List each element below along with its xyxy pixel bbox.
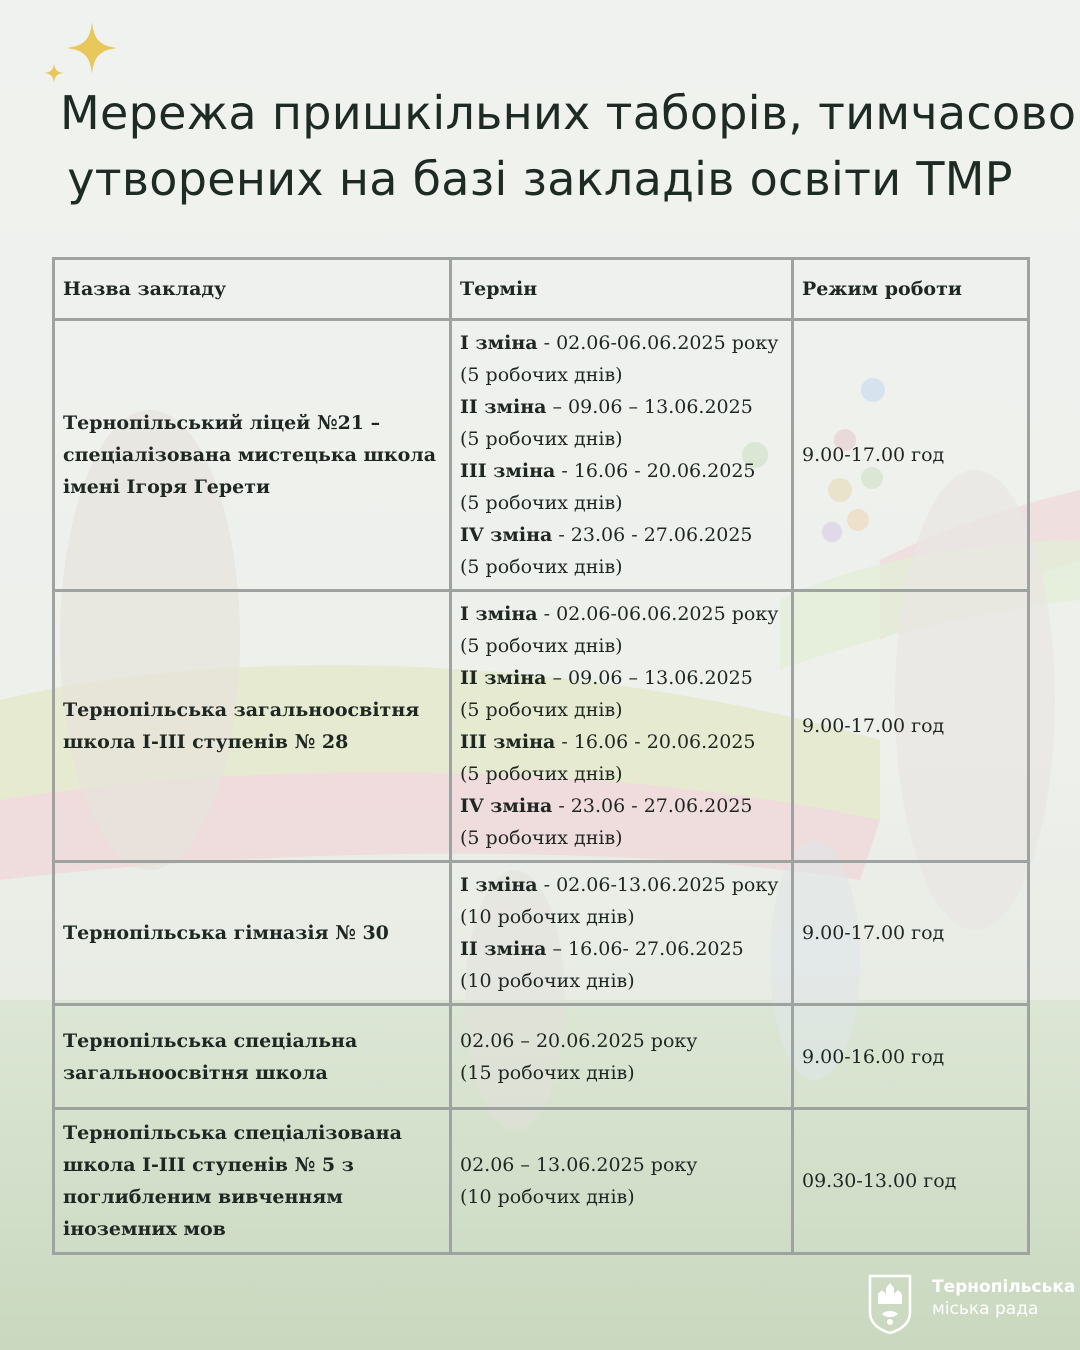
org-name-line-2: міська рада [932, 1299, 1039, 1319]
term-cell [451, 591, 793, 862]
term-cell [451, 1109, 793, 1254]
term-cell [451, 1005, 793, 1109]
shift-label: І зміна [460, 603, 538, 625]
term-line [460, 726, 783, 758]
shift-dates: - 02.06-13.06.2025 року [537, 874, 779, 896]
shift-label: ІІІ зміна [460, 731, 556, 753]
term-line [460, 487, 783, 519]
work-hours: 9.00-17.00 год [793, 591, 1029, 862]
term-line [460, 359, 783, 391]
term-line [460, 391, 783, 423]
shift-dates: - 16.06 - 20.06.2025 [555, 731, 756, 753]
shift-dates: - 02.06-06.06.2025 року [537, 332, 779, 354]
header-name: Назва закладу [54, 259, 451, 320]
shift-label: І зміна [460, 332, 538, 354]
city-council-logo [866, 1272, 1076, 1336]
term-line [460, 1149, 783, 1181]
term-line [460, 933, 783, 965]
shift-dates: (5 робочих днів) [460, 364, 623, 386]
term-line [460, 869, 783, 901]
shift-label: ІІ зміна [460, 938, 547, 960]
term-cell [451, 862, 793, 1005]
table-row [54, 591, 1029, 862]
work-hours: 09.30-13.00 год [793, 1109, 1029, 1254]
term-line [460, 1025, 783, 1057]
shift-dates: (15 робочих днів) [460, 1061, 635, 1084]
title-line-1: Мережа пришкільних таборів, тимчасово [60, 86, 1077, 140]
org-name-line-1: Тернопільська [932, 1277, 1076, 1297]
shift-dates: (5 робочих днів) [460, 763, 623, 785]
term-line [460, 758, 783, 790]
shift-label: IV зміна [460, 795, 553, 817]
term-line [460, 455, 783, 487]
term-line [460, 662, 783, 694]
shift-dates: - 23.06 - 27.06.2025 [552, 795, 753, 817]
page-title [60, 80, 1077, 212]
table-row [54, 862, 1029, 1005]
shift-dates: (5 робочих днів) [460, 556, 623, 578]
term-line [460, 423, 783, 455]
camps-table [52, 257, 1030, 1255]
shift-dates: - 23.06 - 27.06.2025 [552, 524, 753, 546]
header-term: Термін [451, 259, 793, 320]
term-cell [451, 320, 793, 591]
school-name: Тернопільська загальноосвітня школа І-ІІІ ступенів № 28 [54, 591, 451, 862]
shift-dates: (5 робочих днів) [460, 699, 623, 721]
shift-dates: – 16.06- 27.06.2025 [546, 938, 744, 960]
term-line [460, 790, 783, 822]
shift-dates: - 16.06 - 20.06.2025 [555, 460, 756, 482]
term-line [460, 598, 783, 630]
term-line [460, 519, 783, 551]
school-name: Тернопільська спеціальна загальноосвітня школа [54, 1005, 451, 1109]
shift-dates: 02.06 – 13.06.2025 року [460, 1154, 698, 1176]
term-line [460, 1057, 783, 1089]
sparkle-large-icon [66, 22, 118, 74]
school-name: Тернопільська спеціалізована школа І-ІІІ ступенів № 5 з поглибленим вивченням іноземних мов [54, 1109, 451, 1254]
table-header-row [54, 259, 1029, 320]
shift-label: ІІ зміна [460, 396, 547, 418]
term-line [460, 694, 783, 726]
shift-dates: (10 робочих днів) [460, 1186, 635, 1208]
title-line-2: утворених на базі закладів освіти ТМР [67, 152, 1013, 206]
shift-dates: (5 робочих днів) [460, 492, 623, 514]
shift-dates: – 09.06 – 13.06.2025 [546, 667, 753, 689]
shift-dates: (5 робочих днів) [460, 827, 623, 849]
shift-dates: (5 робочих днів) [460, 428, 623, 450]
table-row [54, 1109, 1029, 1254]
work-hours: 9.00-17.00 год [793, 862, 1029, 1005]
term-line [460, 965, 783, 997]
term-line [460, 901, 783, 933]
work-hours: 9.00-16.00 год [793, 1005, 1029, 1109]
shift-dates: (5 робочих днів) [460, 635, 623, 657]
school-name: Тернопільська гімназія № 30 [54, 862, 451, 1005]
shift-dates: 02.06 – 20.06.2025 року [460, 1029, 698, 1052]
term-line [460, 551, 783, 583]
school-name: Тернопільський ліцей №21 – спеціалізована мистецька школа імені Ігоря Герети [54, 320, 451, 591]
shift-label: IV зміна [460, 524, 553, 546]
term-line [460, 327, 783, 359]
work-hours: 9.00-17.00 год [793, 320, 1029, 591]
shift-dates: – 09.06 – 13.06.2025 [546, 396, 753, 418]
shift-label: ІІ зміна [460, 667, 547, 689]
coat-of-arms-icon [866, 1272, 914, 1334]
term-line [460, 630, 783, 662]
table-row [54, 320, 1029, 591]
header-mode: Режим роботи [793, 259, 1029, 320]
term-line [460, 1181, 783, 1213]
term-line [460, 822, 783, 854]
shift-label: І зміна [460, 874, 538, 896]
shift-dates: (10 робочих днів) [460, 970, 635, 992]
table-row [54, 1005, 1029, 1109]
shift-dates: (10 робочих днів) [460, 906, 635, 928]
shift-label: ІІІ зміна [460, 460, 556, 482]
shift-dates: - 02.06-06.06.2025 року [537, 603, 779, 625]
